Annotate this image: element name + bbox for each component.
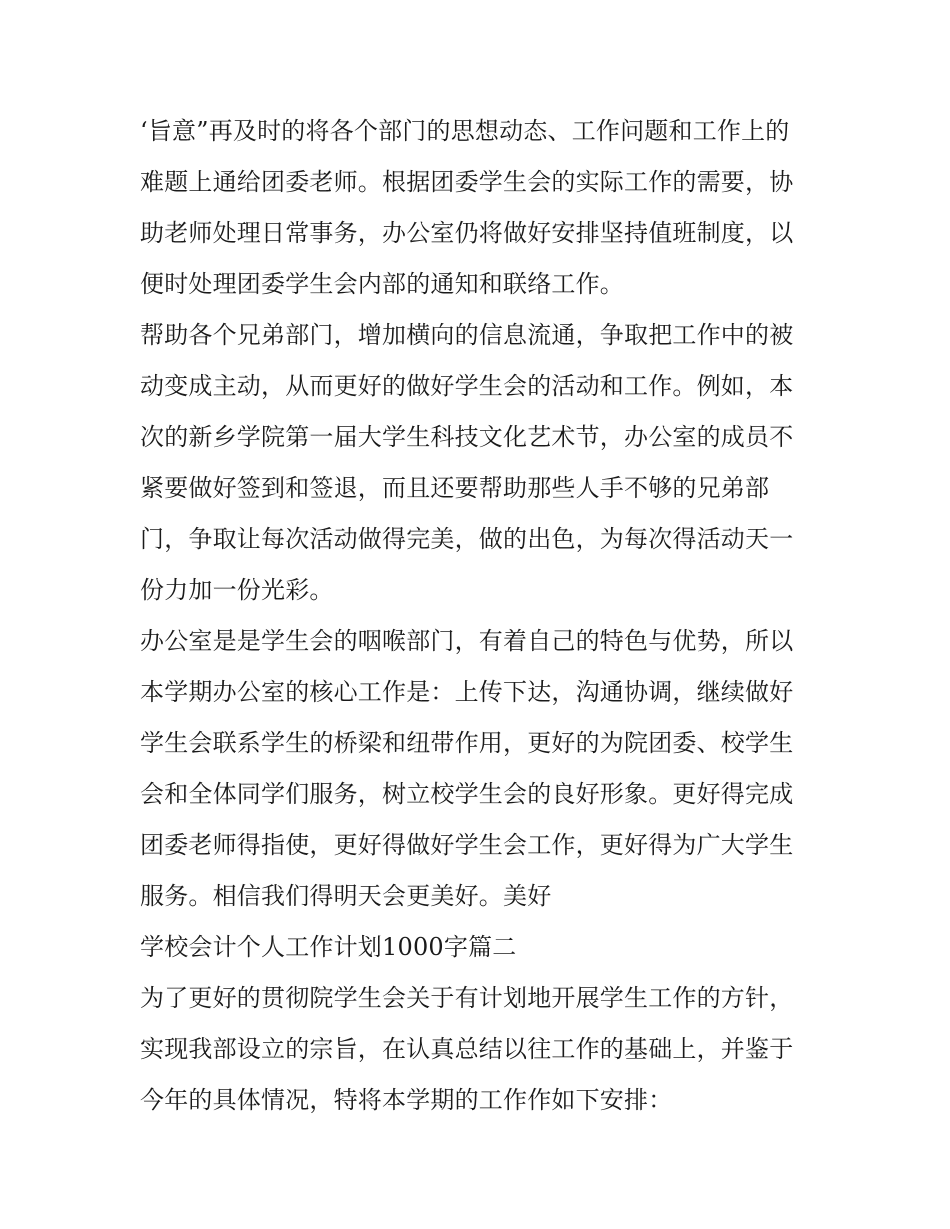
paragraph (140, 106, 815, 310)
text-line: 团委老师得指使，更好得做好学生会工作，更好得为广大学生 (140, 831, 794, 859)
paragraph (140, 616, 815, 922)
text-line: 紧要做好签到和签退，而且还要帮助那些人手不够的兄弟部 (140, 474, 770, 502)
text-line: 本学期办公室的核心工作是：上传下达，沟通协调，继续做好 (140, 678, 794, 706)
text-line: 便时处理团委学生会内部的通知和联络工作。 (140, 270, 624, 298)
paragraph (140, 973, 815, 1126)
text-line: 门，争取让每次活动做得完美，做的出色，为每次得活动天一 (140, 525, 794, 553)
text-line: 帮助各个兄弟部门，增加横向的信息流通，争取把工作中的被 (140, 321, 794, 349)
paragraph (140, 310, 815, 616)
text-line: 为了更好的贯彻院学生会关于有计划地开展学生工作的方针， (140, 984, 794, 1012)
text-line: ‘旨意”再及时的将各个部门的思想动态、工作问题和工作上的 (140, 117, 790, 145)
text-line: 办公室是是学生会的咽喉部门，有着自己的特色与优势，所以 (140, 627, 794, 655)
text-line: 助老师处理日常事务，办公室仍将做好安排坚持值班制度，以 (140, 219, 794, 247)
text-line: 服务。相信我们得明天会更美好。美好 (140, 882, 552, 910)
section-heading (140, 922, 815, 973)
text-line: 会和全体同学们服务，树立校学生会的良好形象。更好得完成 (140, 780, 794, 808)
document-page (140, 106, 815, 1126)
heading-line: 学校会计个人工作计划1000字篇二 (140, 933, 517, 961)
text-line: 份力加一份光彩。 (140, 576, 334, 604)
text-line: 学生会联系学生的桥梁和纽带作用，更好的为院团委、校学生 (140, 729, 794, 757)
text-line: 实现我部设立的宗旨，在认真总结以往工作的基础上，并鉴于 (140, 1035, 794, 1063)
text-line: 今年的具体情况，特将本学期的工作作如下安排： (140, 1086, 673, 1114)
text-line: 难题上通给团委老师。根据团委学生会的实际工作的需要，协 (140, 168, 794, 196)
text-line: 动变成主动，从而更好的做好学生会的活动和工作。例如，本 (140, 372, 794, 400)
text-line: 次的新乡学院第一届大学生科技文化艺术节，办公室的成员不 (140, 423, 794, 451)
